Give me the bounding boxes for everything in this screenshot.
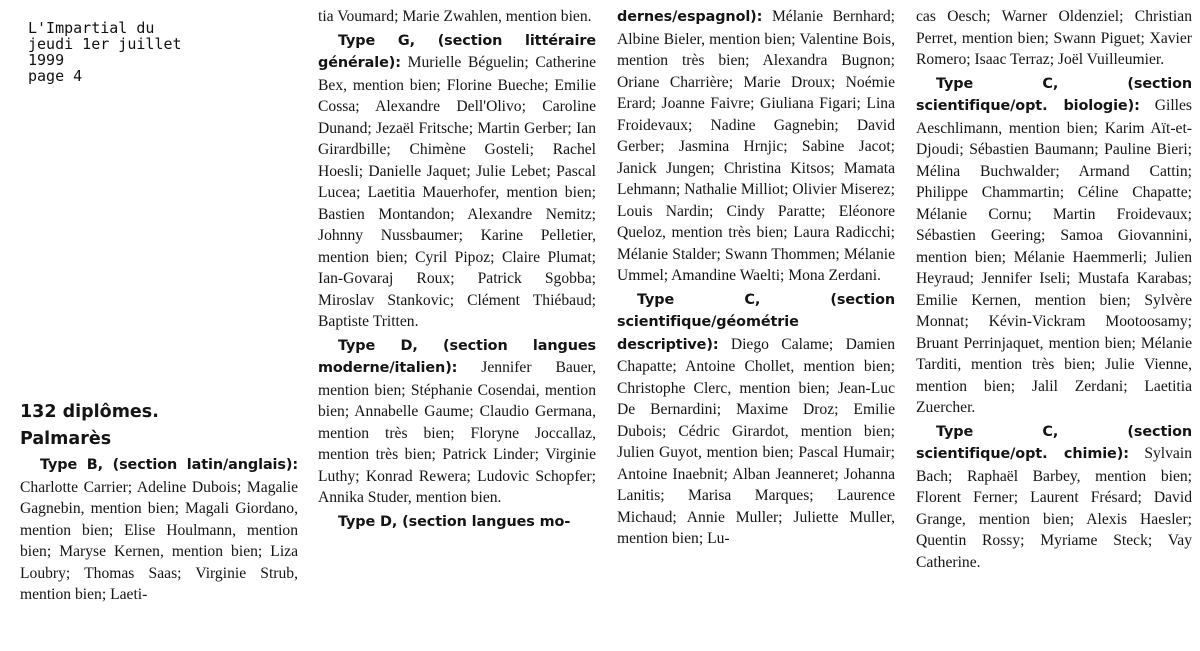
section-text: Diego Calame; Damien Chapatte; Antoine Chollet, mention bien; Christophe Clerc, mention bien; Jean-Luc De Bernardini; Maxime Droz; Emilie Dubois; Cédric Girardot, mention bien; Julien Guyot, mention bien; Pascal Humair; Antoine Inaebnit; Alban Jeanneret; Johanna Lanitis; Marisa Marques; Laurence Michaud; Annie Muller; Juliette Muller, mention bien; Lu- <box>617 335 895 547</box>
section-text: Jennifer Bauer, mention bien; Stéphanie Cosendai, mention bien; Annabelle Gaume; Claudio Germana, mention très bien; Floryne Joccallaz, mention très bien; Patrick Linder; Virginie Luthy; Konrad Rewera; Ludovic Schopfer; Annika Studer, mention bien. <box>318 359 596 506</box>
section-text: Gilles Aeschlimann, mention bien; Karim Aït-et-Djoudi; Sébastien Baumann; Pauline Bieri; Mélina Buchwalder; Armand Cattin; Philippe Chammartin; Céline Chapatte; Mélanie Cornu; Martin Froidevaux; Sébastien Geering; Samoa Giovannini, mention bien; Mélanie Haemmerli; Julien Heyraud; Jennifer Iseli; Mustafa Karabas; Emilie Kernen, mention bien; Sylvère Monnat; Kévin-Vickram Mootoosamy; Bruant Perrinjaquet, mention bien; Mélanie Tarditi, mention très bien; Julie Vienne, mention bien; Jalil Zerdani; Laetitia Zuercher. <box>916 97 1192 416</box>
section-heading: dernes/espagnol): <box>617 9 763 25</box>
section-paragraph <box>318 511 596 534</box>
column-2 <box>318 6 596 651</box>
caption-line: L'Impartial du <box>28 19 155 37</box>
column-3 <box>617 6 895 651</box>
section-heading: Type D, (section langues mo- <box>338 513 571 530</box>
section-text: Mélanie Bernhard; Albine Bieler, mention bien; Valentine Bois, mention très bien; Alexandra Bugnon; Oriane Charrière; Marie Droux; Noémie Erard; Joanne Faivre; Giuliana Figari; Lina Froidevaux; Nadine Gagnebin; David Gerber; Jasmina Hrnjic; Sabine Jacot; Janick Jungen; Christina Kitsos; Mamata Lehmann; Nathalie Milliot; Olivier Miserez; Louis Nardin; Cindy Paratte; Eléonore Queloz, mention très bien; Laura Radicchi; Mélanie Stalder; Swann Thommen; Mélanie Ummel; Amandine Waelti; Mona Zerdani. <box>617 8 895 284</box>
section-heading: Type C, (section scientifique/opt. chimie): <box>916 423 1192 462</box>
section-paragraph <box>916 73 1192 419</box>
section-text: Sylvain Bach; Raphaël Barbey, mention bien; Florent Ferner; Laurent Frésard; David Grange, mention bien; Alexis Haesler; Quentin Rossy; Myriame Steck; Vay Catherine. <box>916 445 1192 571</box>
continued-paragraph: cas Oesch; Warner Oldenziel; Christian Perret, mention bien; Swann Piguet; Xavier Romero; Isaac Terraz; Joël Vuilleumier. <box>916 8 1192 68</box>
section-heading: Type B, (section latin/anglais): <box>40 457 298 473</box>
section-heading: Type G, (section littéraire générale): <box>318 32 596 71</box>
section-heading: Type C, (section scientifique/géométrie descriptive): <box>617 291 895 353</box>
caption-line: 1999 <box>28 51 65 69</box>
article-title: 132 diplômes. <box>20 402 159 422</box>
section-paragraph <box>617 289 895 550</box>
section-paragraph <box>20 454 298 606</box>
caption-line: jeudi 1er juillet <box>28 35 182 53</box>
article-subtitle: Palmarès <box>20 429 112 449</box>
column-1 <box>20 400 298 651</box>
section-heading: Type D, (section langues moderne/italien): <box>318 337 596 376</box>
column-4 <box>916 6 1192 651</box>
section-text: Murielle Béguelin; Catherine Bex, mention bien; Florine Bueche; Emilie Cossa; Alexandre Dell'Olivo; Caroline Dunand; Jezaël Fritsche; Martin Gerber; Ian Girardbille; Chimène Gosteli; Rachel Hoesli; Danielle Jaquet; Julie Lebet; Pascal Lucea; Laetitia Mauerhofer, mention bien; Bastien Montandon; Alexandre Nemitz; Johnny Nussbaumer; Karine Pelletier, mention bien; Cyril Pipoz; Claire Plumat; Ian-Govaraj Roux; Patrick Sgobba; Miroslav Stankovic; Clément Thiébaud; Baptiste Tritten. <box>318 54 596 330</box>
section-heading: Type C, (section scientifique/opt. biologie): <box>916 75 1192 114</box>
caption-line: page 4 <box>28 67 83 85</box>
caption-block <box>28 20 182 84</box>
section-paragraph <box>916 421 1192 574</box>
section-paragraph <box>318 30 596 333</box>
continued-paragraph: tia Voumard; Marie Zwahlen, mention bien. <box>318 8 592 25</box>
continued-paragraph <box>617 6 895 287</box>
section-text: Charlotte Carrier; Adeline Dubois; Magalie Gagnebin, mention bien; Magali Giordano, mention bien; Elise Houlmann, mention bien; Maryse Kernen, mention bien; Liza Loubry; Thomas Saas; Virginie Strub, mention bien; Laeti- <box>20 478 298 603</box>
section-paragraph <box>318 335 596 509</box>
